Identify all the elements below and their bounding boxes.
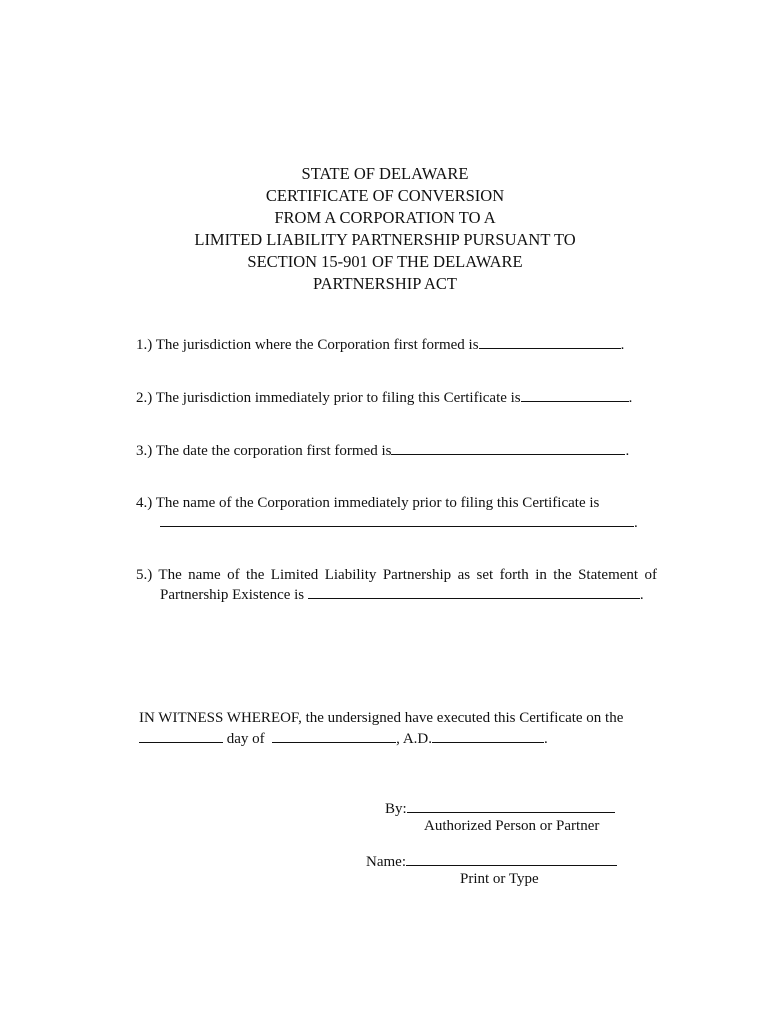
item-4 xyxy=(136,494,599,512)
witness-month-blank[interactable] xyxy=(272,729,396,743)
by-label: By: xyxy=(385,801,407,817)
item-5-blank[interactable] xyxy=(308,585,640,599)
witness-day-of: day of xyxy=(226,731,265,747)
item-3 xyxy=(136,441,629,460)
document-title xyxy=(0,163,770,295)
item-4-blank[interactable] xyxy=(160,513,634,527)
item-5-cont-text: Partnership Existence is xyxy=(160,587,305,603)
witness-end: . xyxy=(544,731,548,747)
by-line xyxy=(385,799,615,818)
name-label: Name: xyxy=(366,854,406,870)
witness-line-1 xyxy=(139,709,623,727)
name-caption: Print or Type xyxy=(460,871,539,887)
title-line: SECTION 15-901 OF THE DELAWARE xyxy=(247,252,523,271)
title-line: FROM A CORPORATION TO A xyxy=(274,208,496,227)
witness-year-blank[interactable] xyxy=(432,729,544,743)
item-4-end: . xyxy=(634,515,638,531)
item-5 xyxy=(136,566,657,584)
item-3-text: 3.) The date the corporation first formed is xyxy=(136,443,392,459)
by-signature-blank[interactable] xyxy=(407,799,615,813)
item-1 xyxy=(136,335,624,354)
item-3-blank[interactable] xyxy=(391,441,625,455)
item-3-end: . xyxy=(625,443,630,459)
item-1-text: 1.) The jurisdiction where the Corporation first formed is xyxy=(136,337,479,353)
item-1-blank[interactable] xyxy=(479,335,621,349)
by-caption: Authorized Person or Partner xyxy=(424,818,600,834)
name-blank[interactable] xyxy=(406,852,617,866)
item-2-text: 2.) The jurisdiction immediately prior to filing this Certificate is xyxy=(136,390,521,406)
name-line xyxy=(366,852,617,871)
title-line: CERTIFICATE OF CONVERSION xyxy=(265,186,505,205)
item-5-text: 5.) The name of the Limited Liability Partnership as set forth in the Statement of xyxy=(136,567,657,583)
title-line: LIMITED LIABILITY PARTNERSHIP PURSUANT TO xyxy=(194,230,576,249)
witness-line-2 xyxy=(139,729,548,748)
witness-day-blank[interactable] xyxy=(139,729,223,743)
item-2-blank[interactable] xyxy=(521,388,629,402)
title-line: PARTNERSHIP ACT xyxy=(312,274,458,293)
item-2-end: . xyxy=(628,390,633,406)
item-1-end: . xyxy=(620,337,625,353)
item-4-blank-line xyxy=(160,513,638,532)
witness-ad: , A.D. xyxy=(396,731,432,747)
witness-text: IN WITNESS WHEREOF, the undersigned have executed this Certificate on the xyxy=(139,710,624,726)
item-5-end: . xyxy=(639,587,644,603)
title-line: STATE OF DELAWARE xyxy=(301,164,469,183)
item-5-continuation xyxy=(160,585,644,604)
item-4-text: 4.) The name of the Corporation immediately prior to filing this Certificate is xyxy=(136,495,600,511)
item-2 xyxy=(136,388,632,407)
